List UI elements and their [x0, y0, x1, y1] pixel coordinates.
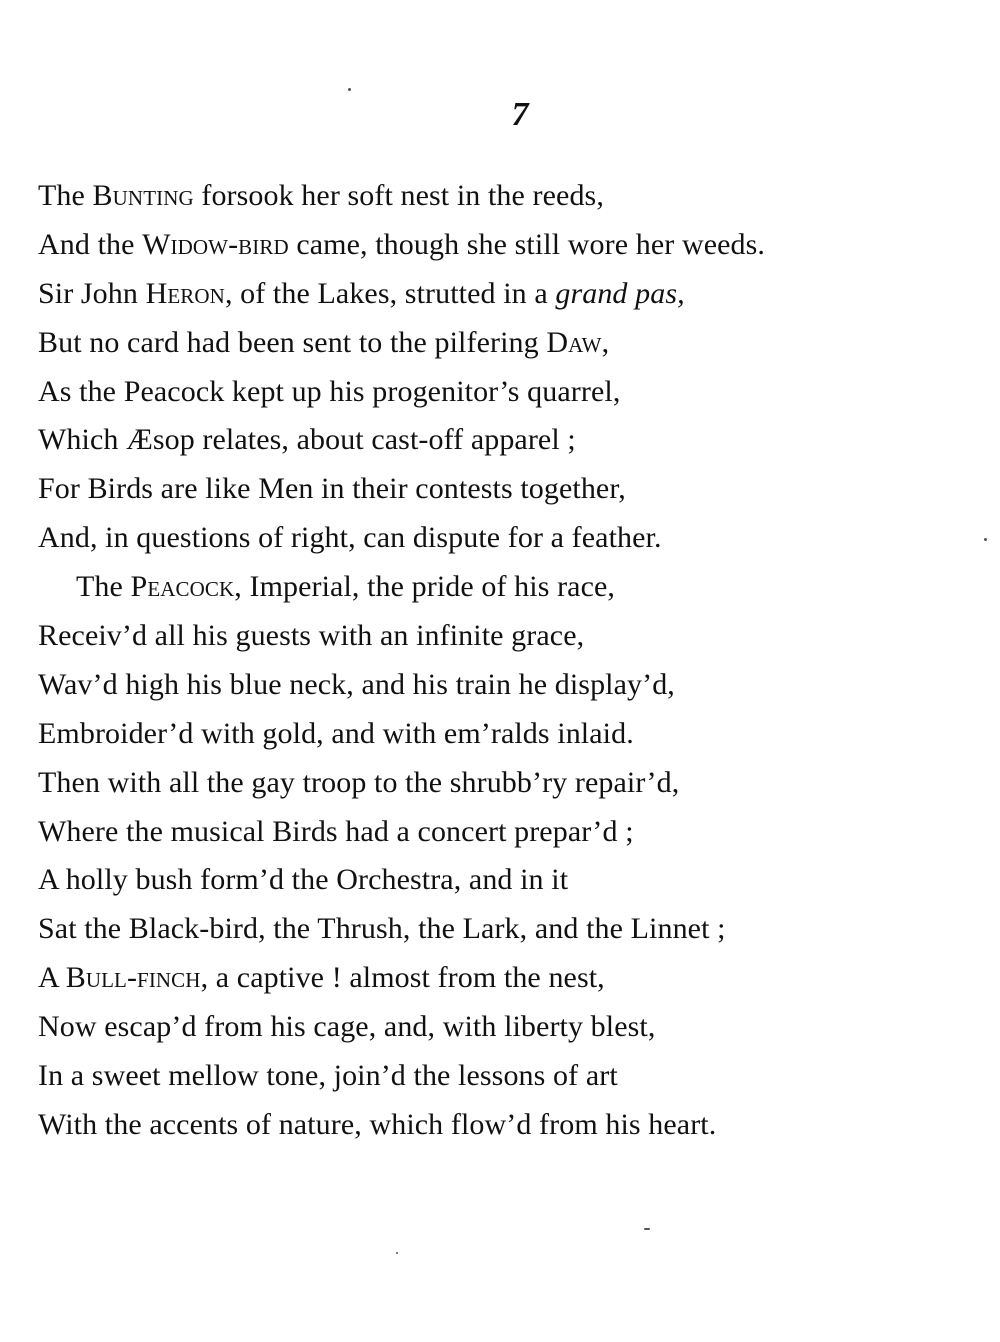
small-caps-name: Heron [145, 276, 225, 310]
scan-speck [396, 1252, 398, 1254]
poem-line [38, 710, 988, 759]
line-text: The [76, 570, 131, 604]
poem-line [38, 954, 988, 1003]
scan-speck [984, 538, 987, 541]
small-caps-name: Widow-bird [142, 227, 289, 261]
poem-line [38, 1003, 988, 1052]
line-text: In a sweet mellow tone, join’d the lessons of art [38, 1059, 618, 1093]
line-text: The [38, 179, 93, 212]
small-caps-name: Peacock [130, 570, 235, 604]
line-text: A [38, 961, 66, 995]
line-text: As the Peacock kept up his progenitor’s quarrel, [38, 374, 621, 408]
line-text: forsook her soft nest in the reeds, [193, 179, 604, 212]
line-text: Sat the Black-bird, the Thrush, the Lark, and the Linnet ; [38, 912, 726, 946]
line-text: , Imperial, the pride of his race, [234, 570, 616, 604]
page-number: 7 [511, 96, 529, 133]
poem-text [38, 172, 988, 1150]
poem-line [38, 563, 988, 612]
line-text: A holly bush form’d the Orchestra, and in it [38, 863, 569, 897]
line-text: With the accents of nature, which flow’d from his heart. [38, 1107, 717, 1141]
poem-line [38, 759, 988, 808]
poem-line [38, 612, 988, 661]
line-text: And the [38, 227, 143, 261]
poem-line [38, 416, 988, 465]
poem-line [38, 905, 988, 954]
small-caps-name: Bunting [92, 179, 194, 212]
line-text: , [601, 325, 610, 359]
poem-line [38, 514, 988, 563]
poem-line [38, 368, 988, 417]
line-text: Where the musical Birds had a concert prepar’d ; [38, 814, 634, 848]
small-caps-name: Daw [546, 325, 602, 359]
line-text: Receiv’d all his guests with an infinite grace, [38, 619, 585, 653]
line-text: Then with all the gay troop to the shrubb’ry repair’d, [38, 765, 680, 799]
scan-speck [348, 88, 351, 91]
line-text: Now escap’d from his cage, and, with liberty blest, [38, 1010, 656, 1044]
poem-line [38, 221, 988, 270]
poem-line [38, 319, 988, 368]
poem-line [38, 172, 988, 221]
poem-line [38, 1052, 988, 1101]
line-text: Wav’d high his blue neck, and his train he display’d, [38, 667, 675, 701]
poem-line [38, 465, 988, 514]
line-text: Which Æsop relates, about cast-off apparel ; [38, 423, 576, 457]
poem-line [38, 661, 988, 710]
line-text: For Birds are like Men in their contests together, [38, 472, 626, 506]
line-text: Embroider’d with gold, and with em’ralds inlaid. [38, 716, 634, 750]
scan-speck [644, 1228, 650, 1230]
poem-line [38, 808, 988, 857]
italic-phrase: grand pas, [555, 276, 685, 310]
line-text: Sir John [38, 276, 146, 310]
line-text: , a captive ! almost from the nest, [200, 961, 605, 995]
poem-line [38, 270, 988, 319]
line-text: And, in questions of right, can dispute for a feather. [38, 521, 662, 555]
poem-line [38, 1101, 988, 1150]
line-text: But no card had been sent to the pilfering [38, 325, 547, 359]
line-text: came, though she still wore her weeds. [288, 227, 766, 261]
line-text: , of the Lakes, strutted in a [224, 276, 556, 310]
small-caps-name: Bull-finch [65, 961, 201, 995]
poem-line [38, 856, 988, 905]
